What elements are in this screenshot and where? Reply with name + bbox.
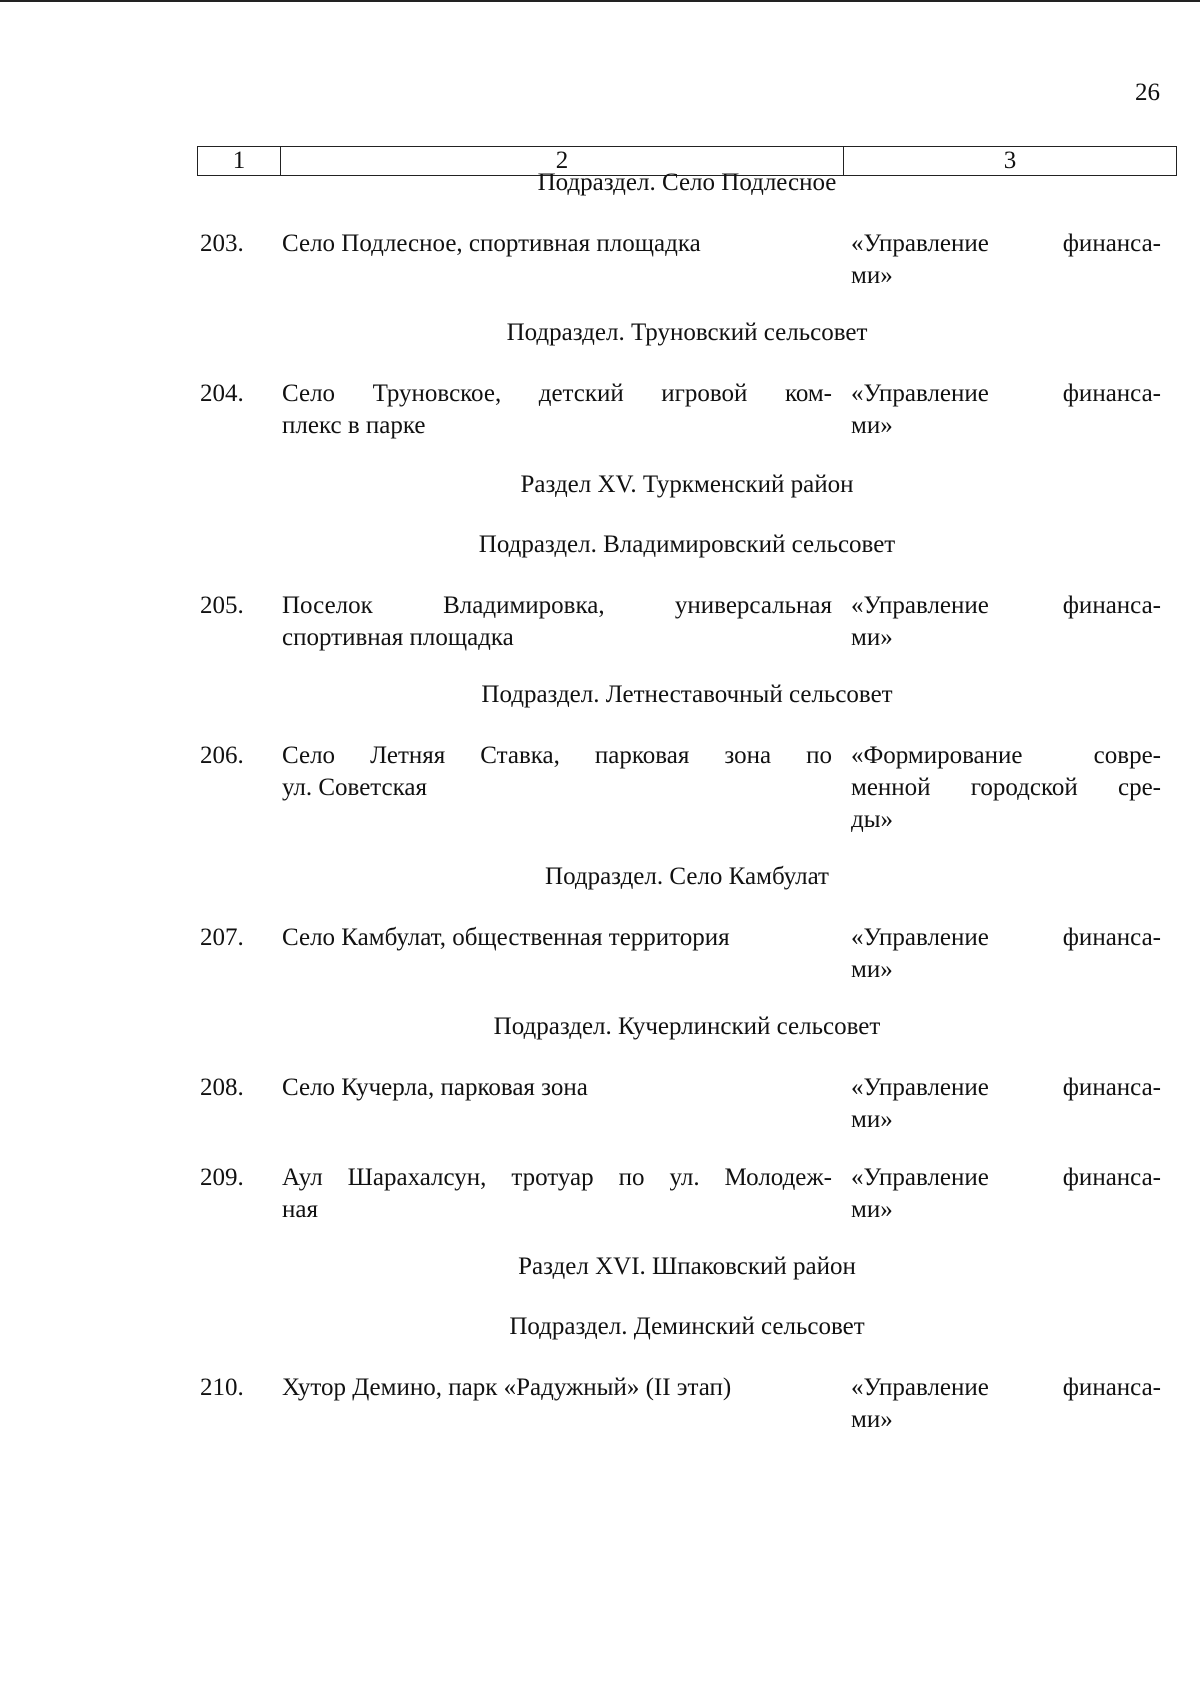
- object-name-line: ул. Советская: [282, 774, 427, 801]
- object-name-line: Село Камбулат, общественная территория: [282, 924, 730, 951]
- row-number: 203.: [200, 230, 244, 257]
- program-line: ми»: [851, 624, 893, 651]
- section-heading: Раздел XVI. Шпаковский район: [518, 1253, 856, 1280]
- program-line: ды»: [851, 806, 894, 833]
- header-col-2: 2: [281, 147, 844, 175]
- program-line: ми»: [851, 262, 893, 289]
- program-name: [851, 590, 1161, 654]
- object-name: [282, 378, 832, 442]
- row-number: 207.: [200, 924, 244, 951]
- header-col-3: 3: [1003, 147, 1017, 174]
- page-number: 26: [1135, 79, 1160, 106]
- program-line: «Управление финанса-: [851, 230, 1161, 257]
- program-line: «Управление финанса-: [851, 380, 1161, 407]
- object-name-line: Село Подлесное, спортивная площадка: [282, 230, 701, 257]
- program-name: [851, 740, 1161, 836]
- program-name: [851, 378, 1161, 442]
- program-name: [851, 1072, 1161, 1136]
- object-name: [282, 1072, 832, 1104]
- program-line: «Управление финанса-: [851, 1164, 1161, 1191]
- program-line: «Управление финанса-: [851, 1074, 1161, 1101]
- subsection-heading: Подраздел. Деминский сельсовет: [509, 1313, 865, 1340]
- top-border-line: [0, 0, 1200, 2]
- object-name-line: плекс в парке: [282, 412, 426, 439]
- program-name: [851, 922, 1161, 986]
- object-name-line: Поселок Владимировка, универсальная: [282, 592, 832, 619]
- object-name-line: Хутор Демино, парк «Радужный» (II этап): [282, 1374, 732, 1401]
- row-number: 210.: [200, 1374, 244, 1401]
- row-number: 204.: [200, 380, 244, 407]
- object-name-line: Аул Шарахалсун, тротуар по ул. Молодеж-: [282, 1164, 832, 1191]
- program-line: «Управление финанса-: [851, 924, 1161, 951]
- row-number: 206.: [200, 742, 244, 769]
- section-heading: Раздел XV. Туркменский район: [520, 471, 854, 498]
- program-line: «Формирование совре-: [851, 742, 1161, 769]
- subsection-heading: Подраздел. Село Камбулат: [545, 863, 829, 890]
- program-line: ми»: [851, 1196, 893, 1223]
- object-name: [282, 590, 832, 654]
- subsection-heading: Подраздел. Летнеставочный сельсовет: [481, 681, 893, 708]
- object-name: [282, 228, 832, 260]
- object-name: [282, 1372, 832, 1404]
- subsection-heading: Подраздел. Труновский сельсовет: [506, 319, 868, 346]
- subsection-heading: Подраздел. Село Подлесное: [537, 169, 837, 196]
- object-name-line: спортивная площадка: [282, 624, 514, 651]
- row-number: 209.: [200, 1164, 244, 1191]
- subsection-heading: Подраздел. Владимировский сельсовет: [478, 531, 896, 558]
- program-line: ми»: [851, 412, 893, 439]
- program-name: [851, 1162, 1161, 1226]
- object-name-line: Село Летняя Ставка, парковая зона по: [282, 742, 832, 769]
- object-name-line: Село Кучерла, парковая зона: [282, 1074, 588, 1101]
- header-col-1: 1: [198, 147, 281, 175]
- program-line: ми»: [851, 956, 893, 983]
- object-name: [282, 1162, 832, 1226]
- program-line: менной городской сре-: [851, 774, 1161, 801]
- object-name: [282, 922, 832, 954]
- object-name-line: Село Труновское, детский игровой ком-: [282, 380, 832, 407]
- object-name: [282, 740, 832, 804]
- program-line: ми»: [851, 1406, 893, 1433]
- program-name: [851, 228, 1161, 292]
- program-line: «Управление финанса-: [851, 592, 1161, 619]
- program-line: ми»: [851, 1106, 893, 1133]
- subsection-heading: Подраздел. Кучерлинский сельсовет: [493, 1013, 881, 1040]
- row-number: 205.: [200, 592, 244, 619]
- row-number: 208.: [200, 1074, 244, 1101]
- program-line: «Управление финанса-: [851, 1374, 1161, 1401]
- program-name: [851, 1372, 1161, 1436]
- object-name-line: ная: [282, 1196, 318, 1223]
